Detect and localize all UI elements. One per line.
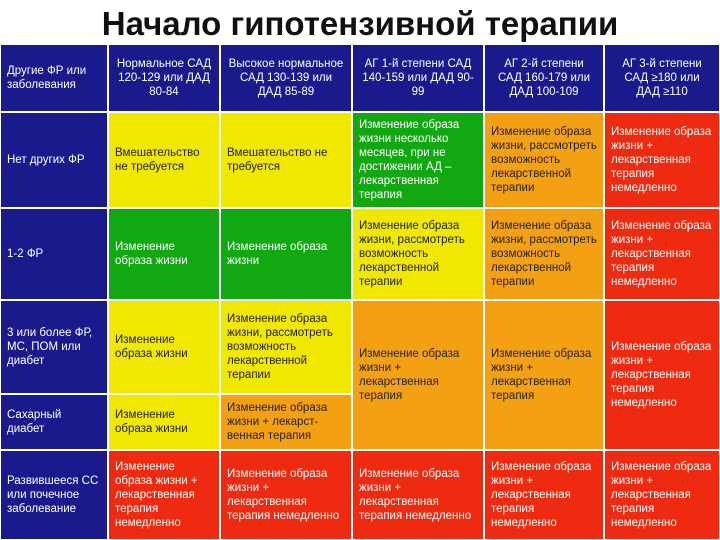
cell-r5-c3: Изменение образа жизни + лекарственная терапия немедленно [352,450,484,540]
cell-r1-c1: Вмешательство не требуется [108,112,220,208]
cell-r2-c5: Изменение образа жизни + лекарственная терапия немедленно [604,208,720,300]
cell-r3-c2: Изменение образа жизни, рассмотреть возможность лекарственной терапии [220,300,352,394]
header-grade1: АГ 1-й степени САД 140-159 или ДАД 90-99 [352,44,484,112]
cell-r5-c2: Изменение образа жизни + лекарственная терапия немедленно [220,450,352,540]
cell-r5-c5: Изменение образа жизни + лекарственная терапия немедленно [604,450,720,540]
cell-r2-c1: Изменение образа жизни [108,208,220,300]
cell-r1-c2: Вмешательство не требуется [220,112,352,208]
page-title: Начало гипотензивной терапии [101,5,619,42]
cell-r1-c5: Изменение образа жизни + лекарственная терапия немедленно [604,112,720,208]
cell-r4-c1: Изменение образа жизни [108,394,220,450]
cell-r2-c4: Изменение образа жизни, рассмотреть возможность лекарственной терапии [484,208,604,300]
row-label-3-plus-rf: 3 или более ФР, МС, ПОМ или диабет [0,300,108,394]
header-grade3: АГ 3-й степени САД ≥180 или ДАД ≥110 [604,44,720,112]
cell-r3-c1: Изменение образа жизни [108,300,220,394]
cell-r1-c3: Изменение образа жизни несколько месяцев, при не достижении АД – лекарственная терапия [352,112,484,208]
cell-r2-c3: Изменение образа жизни, рассмотреть возможность лекарственной терапии [352,208,484,300]
row-label-no-rf: Нет других ФР [0,112,108,208]
header-high-normal: Высокое нормальное САД 130-139 или ДАД 85-89 [220,44,352,112]
row-label-1-2-rf: 1-2 ФР [0,208,108,300]
cell-r2-c2: Изменение образа жизни [220,208,352,300]
cell-r1-c4: Изменение образа жизни, рассмотреть возможность лекарственной терапии [484,112,604,208]
cell-r3-c4: Изменение образа жизни + лекарственная терапия [484,300,604,450]
cell-r5-c4: Изменение образа жизни + лекарственная терапия немедленно [484,450,604,540]
header-normal: Нормальное САД 120-129 или ДАД 80-84 [108,44,220,112]
header-risk-factors: Другие ФР или заболевания [0,44,108,112]
cell-r4-c2: Изменение образа жизни + лекарст- венная терапия [220,394,352,450]
therapy-table [0,44,720,540]
cell-r3-c3: Изменение образа жизни + лекарственная терапия [352,300,484,450]
header-grade2: АГ 2-й степени САД 160-179 или ДАД 100-109 [484,44,604,112]
cell-r3-c5: Изменение образа жизни + лекарственная терапия немедленно [604,300,720,450]
row-label-diabetes: Сахарный диабет [0,394,108,450]
row-label-cv-renal: Развившееся СС или почечное заболевание [0,450,108,540]
cell-r5-c1: Изменение образа жизни + лекарственная терапия немедленно [108,450,220,540]
